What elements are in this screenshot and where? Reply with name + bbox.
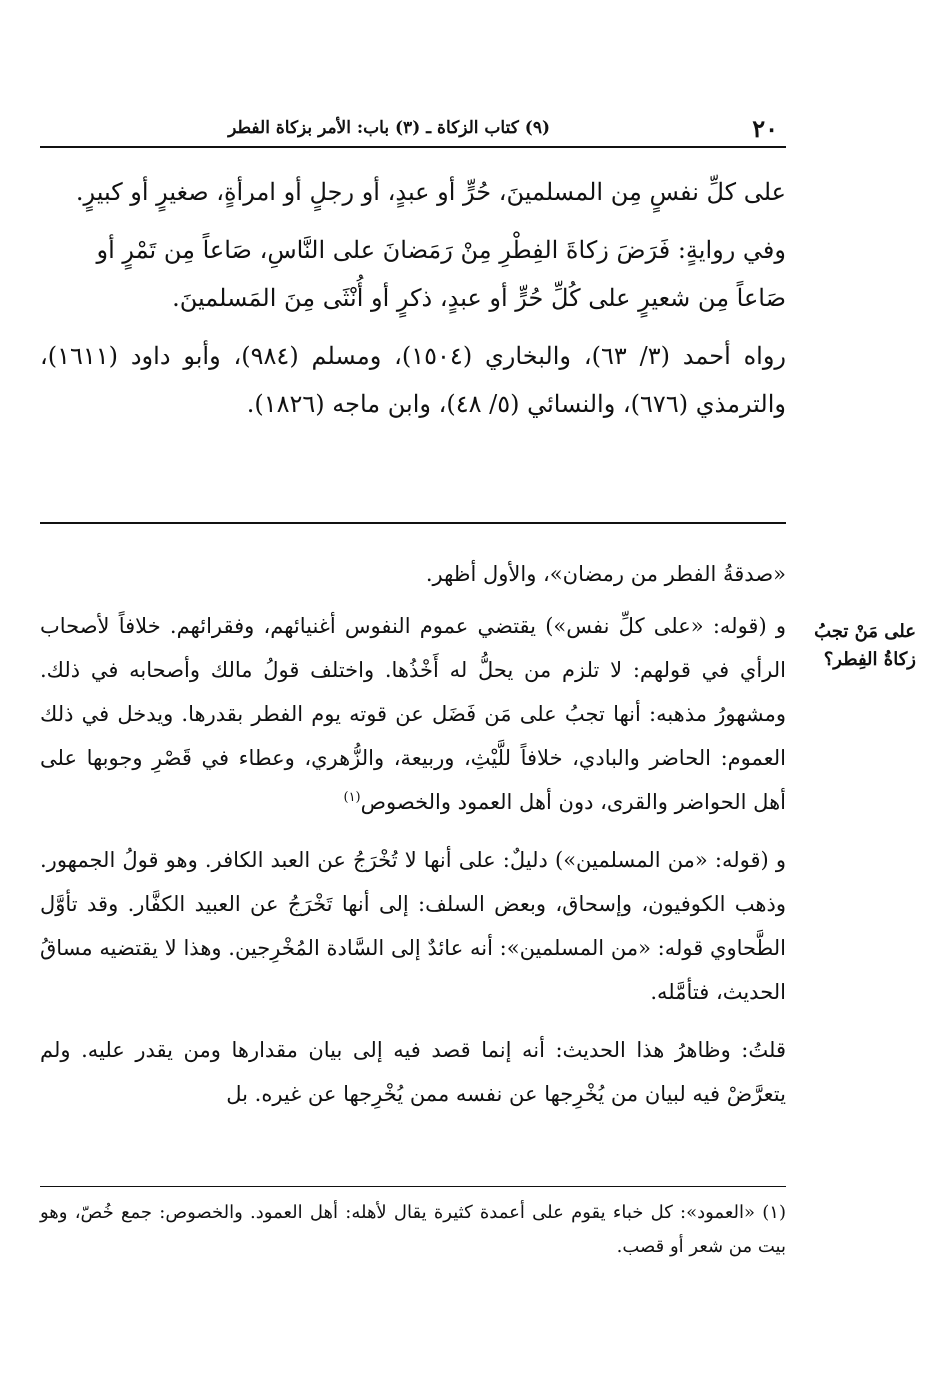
hadith-text	[40, 168, 786, 428]
footnote-divider	[40, 1186, 786, 1187]
page-header	[40, 114, 786, 148]
running-title: (٩) كتاب الزكاة ـ (٣) باب: الأمر بزكاة الفطر	[228, 118, 550, 138]
margin-heading: على مَنْ تجبُ زكاةُ الفِطر؟	[814, 621, 916, 670]
footnote-text: (١) «العمود»: كل خباء يقوم على أعمدة كثيرة يقال لأهله: أهل العمود. والخصوص: جمع خُصّ، وهو بيت من شعر أو قصب.	[40, 1202, 786, 1257]
footnote	[40, 1196, 786, 1264]
section-divider	[40, 522, 786, 524]
hadith-lead: على كلِّ نفسٍ مِن المسلمينَ، حُرٍّ أو عبدٍ، أو رجلٍ أو امرأةٍ، صغيرٍ أو كبيرٍ.	[75, 178, 786, 206]
commentary-paragraph	[40, 604, 786, 824]
commentary-paragraph: و (قوله: «من المسلمين») دليلٌ: على أنها لا تُخْرَجُ عن العبد الكافر. وهو قولُ الجمهور. وذهب الكوفيون، وإسحاق، وبعض السلف: إلى أنها تَخْرَجُ عن العبيد الكفَّار. وقد تأوَّل الطَّحاوي قوله: «من المسلمين»: أنه عائدٌ إلى السَّادة المُخْرِجين. وهذا لا يقتضيه مساقُ الحديث، فتأمَّله.	[40, 848, 786, 1004]
commentary	[40, 552, 786, 1130]
commentary-paragraph: «صدقةُ الفطر من رمضان»، والأول أظهر.	[425, 562, 786, 586]
hadith-variant: وفي روايةٍ: فَرَضَ زكاةَ الفِطْرِ مِنْ رَمَضانَ على النَّاسِ، صَاعاً مِن تَمْرٍ أو صَاعاً مِن شعيرٍ على كُلِّ حُرٍّ أو عبدٍ، ذكرٍ أو أُنْثَى مِنَ المَسلمينَ.	[96, 236, 786, 312]
footnote-reference: (١)	[343, 790, 361, 805]
commentary-paragraph: قلتُ: وظاهرُ هذا الحديث: أنه إنما قصد فيه إلى بيان مقدارها ومن يقدر عليه. ولم يتعرَّضْ فيه لبيان من يُخْرِجها عن نفسه ممن يُخْرِجها عن غيره. بل	[40, 1038, 786, 1106]
hadith-sources: رواه أحمد (٣/ ٦٣)، والبخاري (١٥٠٤)، ومسلم (٩٨٤)، وأبو داود (١٦١١)، والترمذي (٦٧٦)، والنسائي (٥/ ٤٨)، وابن ماجه (١٨٢٦).	[40, 342, 787, 418]
page-number: ٢٠	[752, 114, 778, 143]
commentary-text: و (قوله: «على كلِّ نفس») يقتضي عموم النفوس أغنيائهم، وفقرائهم. خلافاً لأصحاب الرأي في قولهم: لا تلزم من يحلُّ له أَخْذُها. واختلف قولُ مالك وأصحابه في ذلك. ومشهورُ مذهبه: أنها تجبُ على مَن فَضَل عن قوته يوم الفطر بقدرها. ويدخل في ذلك العموم: الحاضر والبادي، خلافاً للَّيْثِ، وربيعة، والزُّهري، وعطاء في قَصْرِ وجوبها على أهل الحواضر والقرى، دون أهل العمود والخصوص	[40, 614, 786, 814]
